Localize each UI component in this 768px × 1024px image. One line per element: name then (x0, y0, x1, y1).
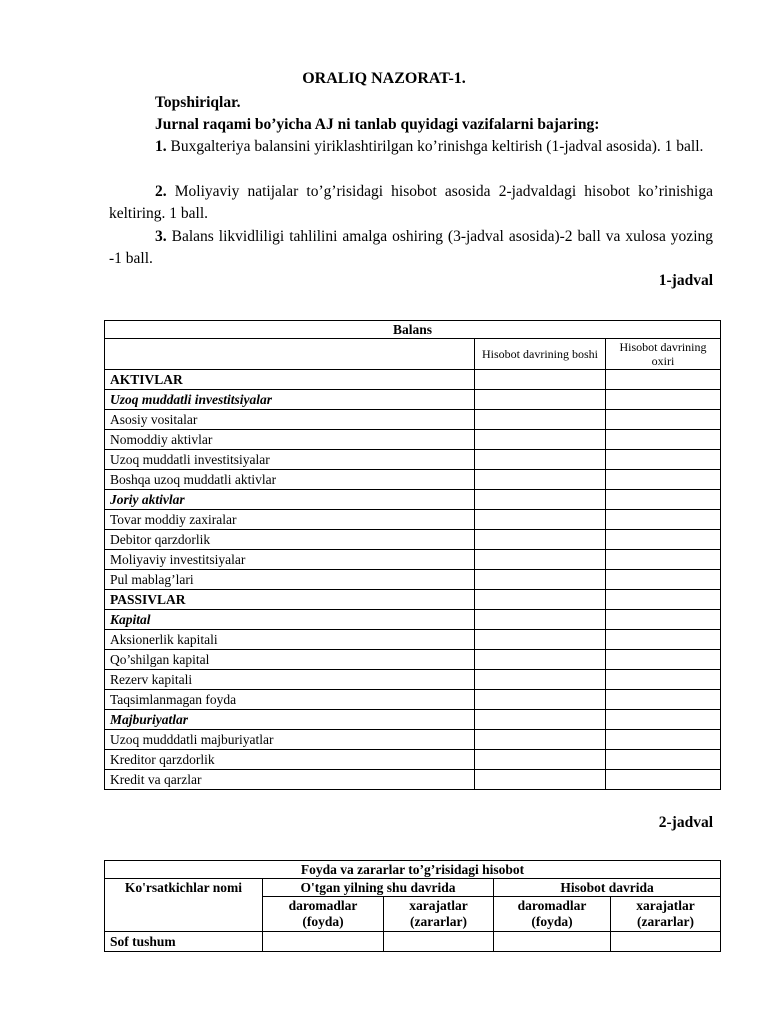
value-cell-begin[interactable] (475, 530, 606, 550)
value-cell-end[interactable] (606, 450, 721, 470)
value-cell-begin[interactable] (475, 550, 606, 570)
table-row (105, 390, 721, 410)
balance-table-body (105, 370, 721, 790)
value-cell-end[interactable] (606, 530, 721, 550)
value-cell-begin[interactable] (475, 750, 606, 770)
row-label: Joriy aktivlar (105, 490, 475, 510)
table-row (105, 570, 721, 590)
value-cell-begin[interactable] (475, 590, 606, 610)
document-title: ORALIQ NAZORAT-1. (302, 70, 466, 87)
task-number: 1. (155, 138, 167, 155)
table-row (105, 430, 721, 450)
value-cell[interactable] (494, 932, 611, 952)
row-label: AKTIVLAR (105, 370, 475, 390)
value-cell-end[interactable] (606, 750, 721, 770)
value-cell-end[interactable] (606, 570, 721, 590)
row-label: Moliyaviy investitsiyalar (105, 550, 475, 570)
value-cell-end[interactable] (606, 470, 721, 490)
row-label: Kredit va qarzlar (105, 770, 475, 790)
value-cell-end[interactable] (606, 710, 721, 730)
table-row (105, 932, 721, 952)
value-cell[interactable] (611, 932, 721, 952)
value-cell-begin[interactable] (475, 390, 606, 410)
table-row (105, 510, 721, 530)
table-row (105, 410, 721, 430)
table-caption: Balans (105, 321, 721, 339)
task-number: 3. (155, 228, 167, 245)
header-line: (zararlar) (637, 914, 694, 929)
row-label: Debitor qarzdorlik (105, 530, 475, 550)
row-label: Uzoq mudddatli majburiyatlar (105, 730, 475, 750)
col-header-begin: Hisobot davrining boshi (475, 339, 606, 370)
task-3 (109, 226, 713, 270)
value-cell-begin[interactable] (475, 470, 606, 490)
row-label: Boshqa uzoq muddatli aktivlar (105, 470, 475, 490)
value-cell-begin[interactable] (475, 410, 606, 430)
value-cell-begin[interactable] (475, 450, 606, 470)
header-empty-cell (105, 339, 475, 370)
table-row (105, 530, 721, 550)
value-cell-end[interactable] (606, 410, 721, 430)
profit-loss-table (104, 860, 721, 952)
row-label: Aksionerlik kapitali (105, 630, 475, 650)
table2-label: 2-jadval (658, 814, 713, 831)
task-text: Buxgalteriya balansini yiriklashtirilgan ko’rinishga keltirish (1-jadval asosida). 1 ball. (166, 138, 704, 155)
row-label: Asosiy vositalar (105, 410, 475, 430)
table-row (105, 450, 721, 470)
table-row (105, 730, 721, 750)
row-label: Uzoq muddatli investitsiyalar (105, 390, 475, 410)
col-header-curr: Hisobot davrida (494, 879, 721, 897)
value-cell-begin[interactable] (475, 370, 606, 390)
value-cell-begin[interactable] (475, 510, 606, 530)
header-line: daromadlar (517, 898, 587, 913)
profit-loss-table-body (105, 932, 721, 952)
table-row (105, 550, 721, 570)
value-cell-begin[interactable] (475, 570, 606, 590)
value-cell-end[interactable] (606, 730, 721, 750)
value-cell-end[interactable] (606, 770, 721, 790)
table-caption-row (105, 861, 721, 879)
row-label: Sof tushum (105, 932, 263, 952)
table-row (105, 470, 721, 490)
col-header-curr-income (494, 897, 611, 932)
table-row (105, 590, 721, 610)
col-header-prev-income (263, 897, 384, 932)
value-cell-end[interactable] (606, 670, 721, 690)
value-cell[interactable] (384, 932, 494, 952)
row-label: Rezerv kapitali (105, 670, 475, 690)
task-number: 2. (155, 183, 167, 200)
table-caption: Foyda va zararlar to’g’risidagi hisobot (105, 861, 721, 879)
task-text: Balans likvidliligi tahlilini amalga oshiring (3-jadval asosida)-2 ball va xulosa yozing -1 ball. (109, 228, 713, 267)
row-label: Taqsimlanmagan foyda (105, 690, 475, 710)
table-row (105, 710, 721, 730)
table-row (105, 610, 721, 630)
value-cell-end[interactable] (606, 630, 721, 650)
table-row (105, 690, 721, 710)
value-cell-begin[interactable] (475, 670, 606, 690)
task-1 (109, 136, 713, 158)
header-line: (foyda) (531, 914, 573, 929)
col-header-end: Hisobot davrining oxiri (606, 339, 721, 370)
value-cell-end[interactable] (606, 590, 721, 610)
col-header-prev-expense (384, 897, 494, 932)
table-row (105, 770, 721, 790)
header-line: daromadlar (288, 898, 358, 913)
balance-table (104, 320, 721, 790)
row-label: Kapital (105, 610, 475, 630)
row-label: Kreditor qarzdorlik (105, 750, 475, 770)
value-cell-end[interactable] (606, 610, 721, 630)
row-label: Majburiyatlar (105, 710, 475, 730)
table1-label: 1-jadval (658, 272, 713, 289)
row-label: PASSIVLAR (105, 590, 475, 610)
value-cell-end[interactable] (606, 650, 721, 670)
row-label: Tovar moddiy zaxiralar (105, 510, 475, 530)
value-cell-begin[interactable] (475, 490, 606, 510)
header-line: xarajatlar (409, 898, 468, 913)
value-cell-begin[interactable] (475, 690, 606, 710)
col-header-curr-expense (611, 897, 721, 932)
value-cell[interactable] (263, 932, 384, 952)
col-header-prev: O'tgan yilning shu davrida (263, 879, 494, 897)
header-line: (zararlar) (410, 914, 467, 929)
value-cell-end[interactable] (606, 690, 721, 710)
header-line: xarajatlar (636, 898, 695, 913)
value-cell-begin[interactable] (475, 630, 606, 650)
col-header-name: Ko'rsatkichlar nomi (105, 879, 263, 932)
table-row (105, 370, 721, 390)
table-row (105, 650, 721, 670)
value-cell-begin[interactable] (475, 650, 606, 670)
value-cell-end[interactable] (606, 430, 721, 450)
row-label: Pul mablag’lari (105, 570, 475, 590)
value-cell-begin[interactable] (475, 430, 606, 450)
row-label: Qo’shilgan kapital (105, 650, 475, 670)
instruction-text: Jurnal raqami bo’yicha AJ ni tanlab quyidagi vazifalarni bajaring: (155, 116, 600, 133)
value-cell-begin[interactable] (475, 710, 606, 730)
value-cell-end[interactable] (606, 370, 721, 390)
value-cell-begin[interactable] (475, 610, 606, 630)
header-line: (foyda) (302, 914, 344, 929)
tasks-heading: Topshiriqlar. (155, 94, 241, 111)
table-header-row (105, 339, 721, 370)
value-cell-begin[interactable] (475, 730, 606, 750)
value-cell-end[interactable] (606, 550, 721, 570)
value-cell-end[interactable] (606, 390, 721, 410)
table-row (105, 630, 721, 650)
table-row (105, 490, 721, 510)
table-caption-row (105, 321, 721, 339)
task-2 (109, 181, 713, 225)
table-row (105, 750, 721, 770)
value-cell-end[interactable] (606, 490, 721, 510)
table-header-row (105, 879, 721, 897)
task-text: Moliyaviy natijalar to’g’risidagi hisobot asosida 2-jadvaldagi hisobot ko’rinishiga keltiring. 1 ball. (109, 183, 713, 222)
table-row (105, 670, 721, 690)
row-label: Uzoq muddatli investitsiyalar (105, 450, 475, 470)
value-cell-begin[interactable] (475, 770, 606, 790)
row-label: Nomoddiy aktivlar (105, 430, 475, 450)
value-cell-end[interactable] (606, 510, 721, 530)
